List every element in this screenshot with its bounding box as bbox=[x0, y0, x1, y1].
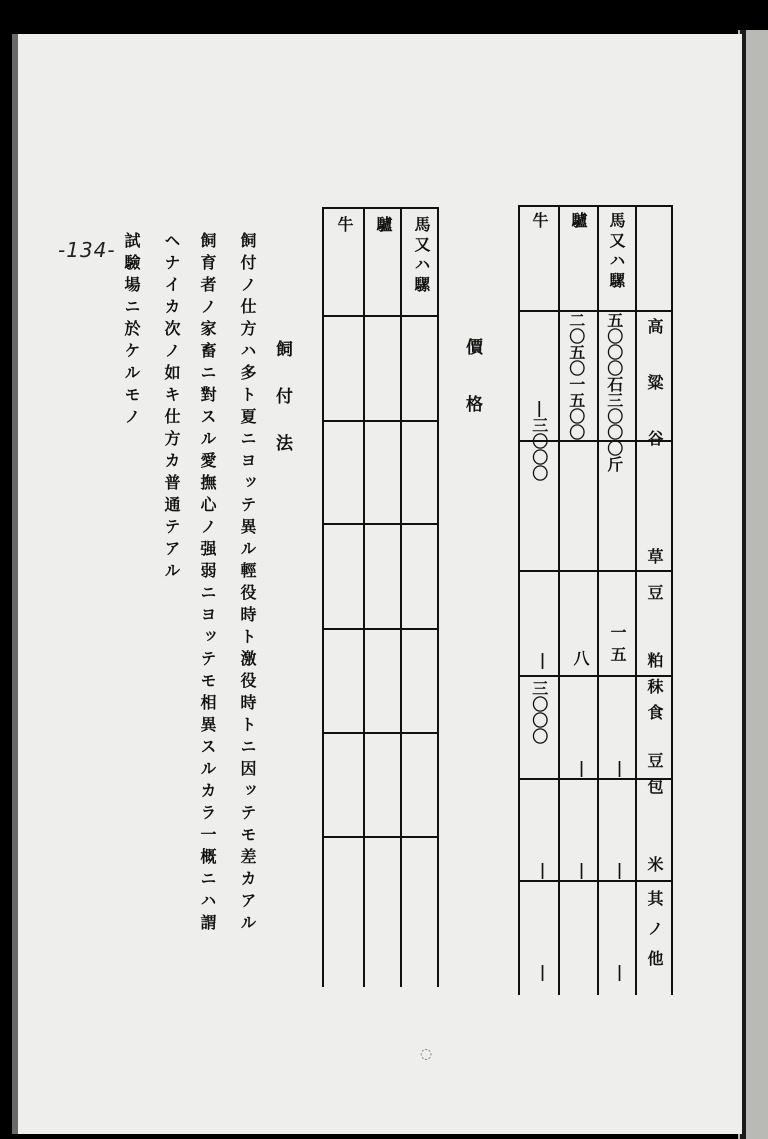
feed-col-header-sorghum-millet: 高粱谷 bbox=[645, 318, 664, 486]
price-label: 價格 bbox=[462, 338, 482, 452]
empty-table-header-donkey: 驢 bbox=[374, 216, 393, 236]
feed-cell-sorghum-donkey: 二〇五〇一五〇〇 bbox=[566, 312, 586, 440]
feed-cell-beancake-donkey: | bbox=[572, 758, 591, 777]
feed-col-header-bean-cake: 豆包 bbox=[645, 752, 664, 804]
feed-cell-sorghum-horse: 五〇〇〇石三〇〇〇斤 bbox=[604, 312, 624, 472]
feed-cell-rice-donkey: | bbox=[572, 860, 591, 879]
feed-cell-grass-horse: 一五 bbox=[608, 624, 627, 668]
feed-cell-other-horse: | bbox=[610, 962, 629, 981]
feed-col-header-other: 其ノ他 bbox=[645, 890, 664, 980]
feed-col-header-bran-fodder: 粕秣食 bbox=[645, 652, 664, 730]
empty-table-header-cow: 牛 bbox=[335, 216, 354, 236]
body-column-3: ヘナイカ次ノ如キ仕方カ普通テアル bbox=[162, 232, 181, 584]
ink-smudge: ◌ bbox=[420, 1046, 433, 1062]
feed-cell-other-cow: | bbox=[533, 962, 552, 981]
page-number: -134- bbox=[58, 238, 116, 262]
feed-cell-bran-cow: 三〇〇〇 bbox=[529, 680, 549, 744]
feed-cell-rice-cow: | bbox=[533, 860, 552, 879]
body-column-4: 試驗場ニ於ケルモノ bbox=[122, 232, 141, 430]
empty-table-header-horse: 馬又ハ騾 bbox=[412, 216, 431, 296]
body-column-2: 飼育者ノ家畜ニ對スル愛撫心ノ强弱ニヨッテモ相異スルカラ一概ニハ謂 bbox=[198, 232, 217, 936]
document-page bbox=[12, 34, 742, 1134]
feed-col-header-grass-beans: 草豆 bbox=[645, 548, 664, 620]
feed-cell-sorghum-cow: |三〇〇〇 bbox=[529, 398, 549, 481]
section-title: 飼付法 bbox=[272, 340, 292, 481]
feed-cell-grass-cow: | bbox=[533, 650, 552, 669]
feed-row-header-donkey: 驢 bbox=[569, 212, 588, 232]
body-column-1: 飼付ノ仕方ハ多ト夏ニヨッテ異ル輕役時ト激役時トニ因ッテモ差カアル bbox=[238, 232, 257, 936]
feed-col-header-rice: 米 bbox=[645, 856, 664, 876]
feed-cell-grass-donkey: 八 bbox=[571, 650, 590, 670]
feed-row-header-cow: 牛 bbox=[530, 212, 549, 232]
feed-row-header-horse: 馬又ハ騾 bbox=[607, 212, 626, 292]
feed-cell-beancake-horse: | bbox=[610, 758, 629, 777]
feed-cell-rice-horse: | bbox=[610, 860, 629, 879]
